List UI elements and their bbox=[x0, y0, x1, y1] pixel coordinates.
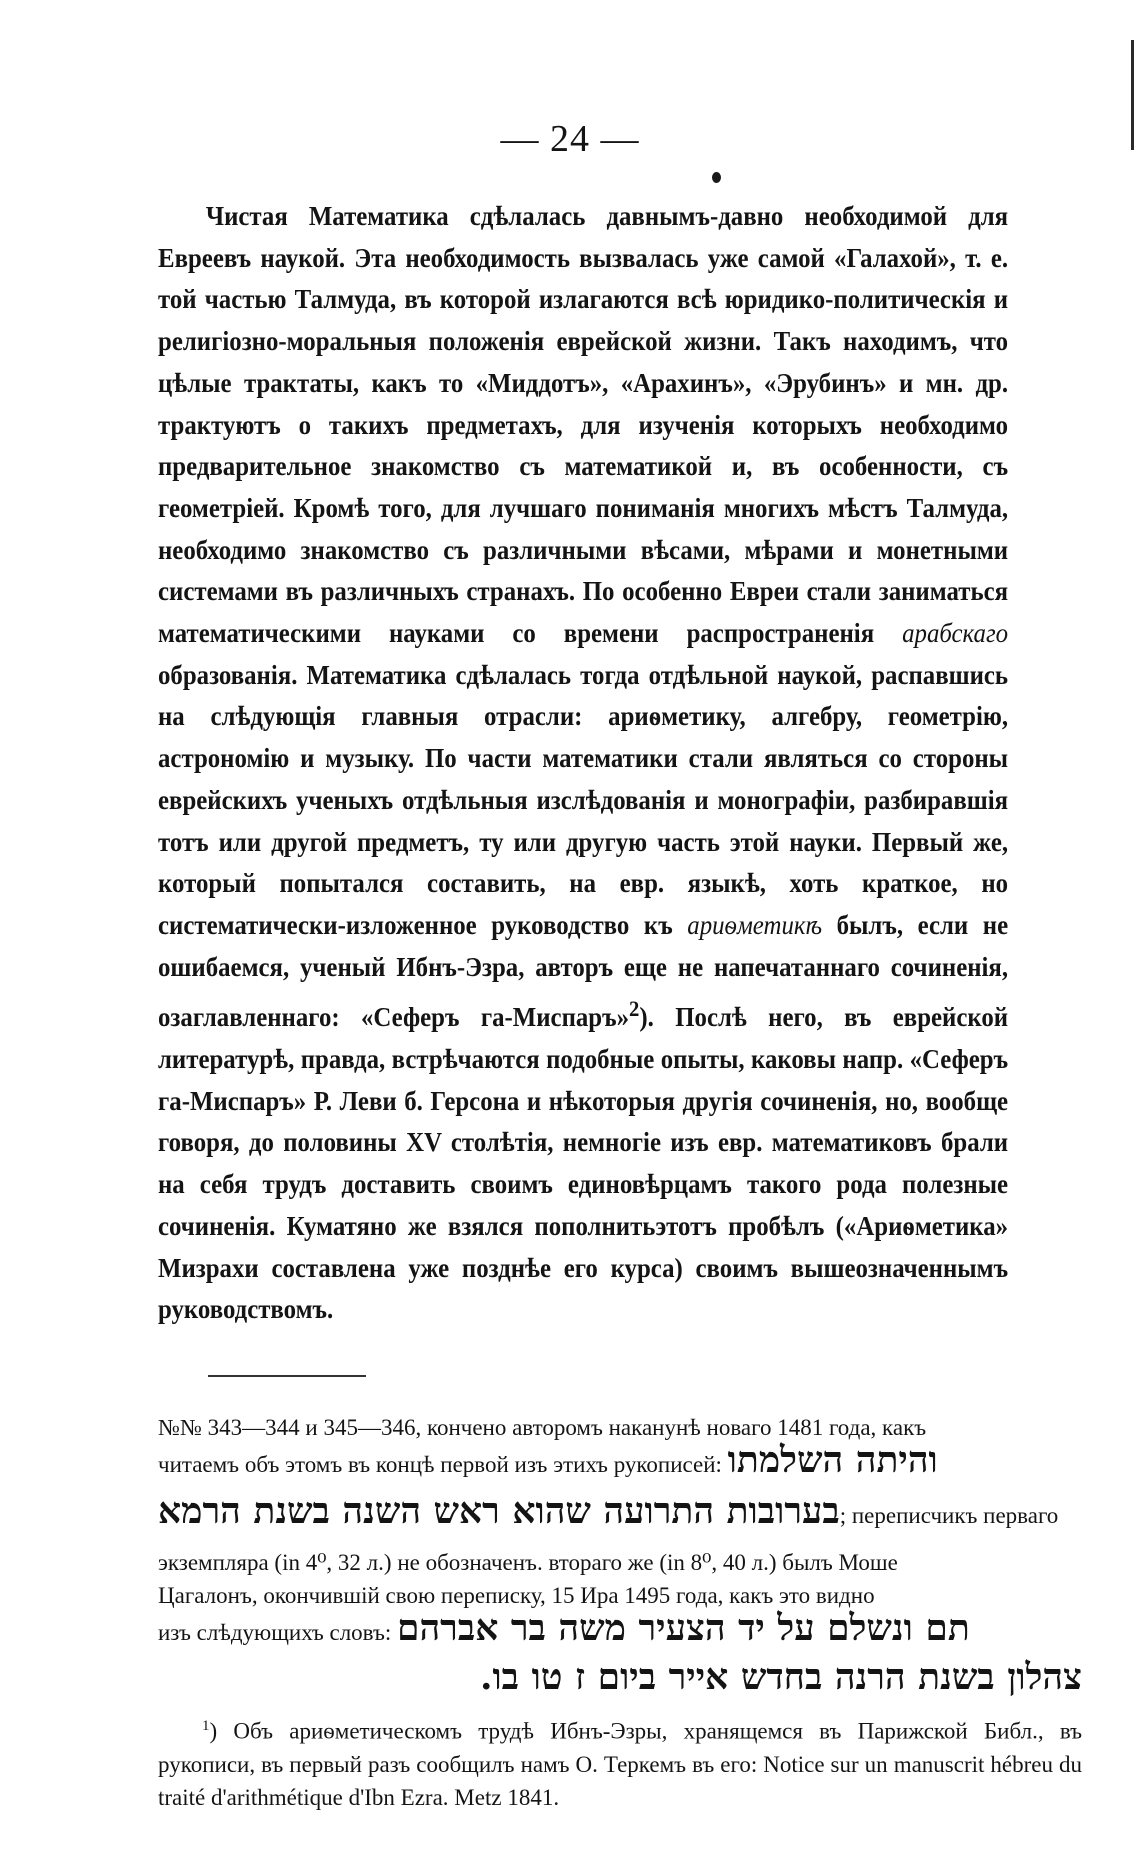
main-paragraph bbox=[158, 196, 1008, 1331]
note-line-6-text: изъ слѣдующихъ словъ: bbox=[158, 1620, 392, 1645]
footnote-text: ) Объ ариѳметическомъ трудѣ Ибнъ-Эзры, хранящемся въ Парижской Библ., въ рукописи, въ первый разъ сообщилъ намъ О. Теркемъ въ его: Notice sur un manuscrit hébreu du traité d'arithmétique d'Ibn Ezra. Metz 1841. bbox=[158, 1718, 1082, 1810]
footnote-1 bbox=[158, 1710, 1082, 1814]
ink-dot bbox=[712, 172, 721, 183]
footnote-separator bbox=[208, 1375, 366, 1377]
note-line-2-text: читаемъ объ этомъ въ концѣ первой изъ этихъ рукописей: bbox=[158, 1452, 722, 1477]
body-part-4: ). Послѣ него, въ еврейской литературѣ, правда, встрѣчаются подобные опыты, каковы напр. «Сеферъ га-Миспаръ» Р. Леви б. Герсона и нѣкоторыя другія сочиненія, но, вообще говоря, до половины XV столѣтія, немногіе изъ евр. математиковъ брали на себя трудъ доставить своимъ единовѣрцамъ такого рода полезные сочиненія. Куматяно же взялся пополнитьэтотъ пробѣлъ («Ариѳметика» Мизрахи составлена уже позднѣе его курса) своимъ вышеозначеннымъ руководствомъ. bbox=[158, 1002, 1009, 1325]
note-line-7 bbox=[158, 1649, 1082, 1710]
body-part-2: образованія. Математика сдѣлалась тогда отдѣльной наукой, распавшись на слѣдующія главныя отрасли: ариѳметику, алгебру, геометрію, астрономію и музыку. По части математики стали являться со стороны еврейскихъ ученыхъ отдѣльныя изслѣдованія и монографіи, разбиравшія тотъ или другой предметъ, ту или другую часть этой науки. Первый же, который попытался составить, на евр. языкѣ, хоть краткое, но систематически-изложенное руководство къ bbox=[158, 659, 1009, 940]
footnotes bbox=[158, 1411, 1082, 1814]
hebrew-phrase-1: והיתה השלמתו bbox=[727, 1439, 938, 1481]
footnote-mark: 1 bbox=[202, 1718, 210, 1734]
page-number: — 24 — bbox=[500, 118, 640, 160]
hebrew-phrase-4: צהלון בשנת הרנה בחדש אייר ביום ז טו בו. bbox=[479, 1656, 1082, 1698]
note-line-4: экземпляра (in 4⁰, 32 л.) не обозначенъ. втораго же (in 8⁰, 40 л.) былъ Моше bbox=[158, 1550, 898, 1575]
note-line-6 bbox=[158, 1607, 1082, 1649]
body-part-1: Чистая Математика сдѣлалась давнымъ-давно необходимой для Евреевъ наукой. Эта необходимость вызвалась уже самой «Галахой», т. е. той частью Талмуда, въ которой излагаются всѣ юридико-политическія и религіозно-моральныя положенія еврейской жизни. Такъ находимъ, что цѣлые трактаты, какъ то «Миддотъ», «Арахинъ», «Эрубинъ» и мн. др. трактуютъ о такихъ предметахъ, для изученія которыхъ необходимо предварительное знакомство съ математикой и, въ особенности, съ геометріей. Кромѣ того, для лучшаго пониманія многихъ мѣстъ Талмуда, необходимо знакомство съ различными вѣсами, мѣрами и монетными системами въ различныхъ странахъ. По особенно Евреи стали заниматься математическими науками со времени распространенія bbox=[158, 201, 1009, 649]
note-line-1: №№ 343—344 и 345—346, кончено авторомъ наканунѣ новаго 1481 года, какъ bbox=[158, 1415, 927, 1440]
hebrew-phrase-3: תם ונשלם על יד הצעיר משה בר אברהם bbox=[397, 1607, 970, 1649]
note-line-3-text: ; переписчикъ перваго bbox=[839, 1503, 1059, 1528]
note-line-2 bbox=[158, 1439, 1082, 1481]
note-line-3 bbox=[158, 1481, 1082, 1546]
body-part-3: былъ, если не ошибаемся, ученый Ибнъ-Эзра, авторъ еще не напечатаннаго сочиненія, озаглавленнаго: «Сеферъ га-Миспаръ» bbox=[158, 909, 1009, 1033]
italic-word-arithmetic: ариѳметикѣ bbox=[687, 909, 823, 940]
footnote-reference: 2 bbox=[629, 996, 640, 1022]
hebrew-phrase-2: בערובות התרועה שהוא ראש השנה בשנת הרמא bbox=[158, 1490, 840, 1532]
italic-word-arabic: арабскаго bbox=[902, 618, 1009, 649]
note-line-5: Цагалонъ, окончившій свою переписку, 15 Ира 1495 года, какъ это видно bbox=[158, 1583, 875, 1608]
